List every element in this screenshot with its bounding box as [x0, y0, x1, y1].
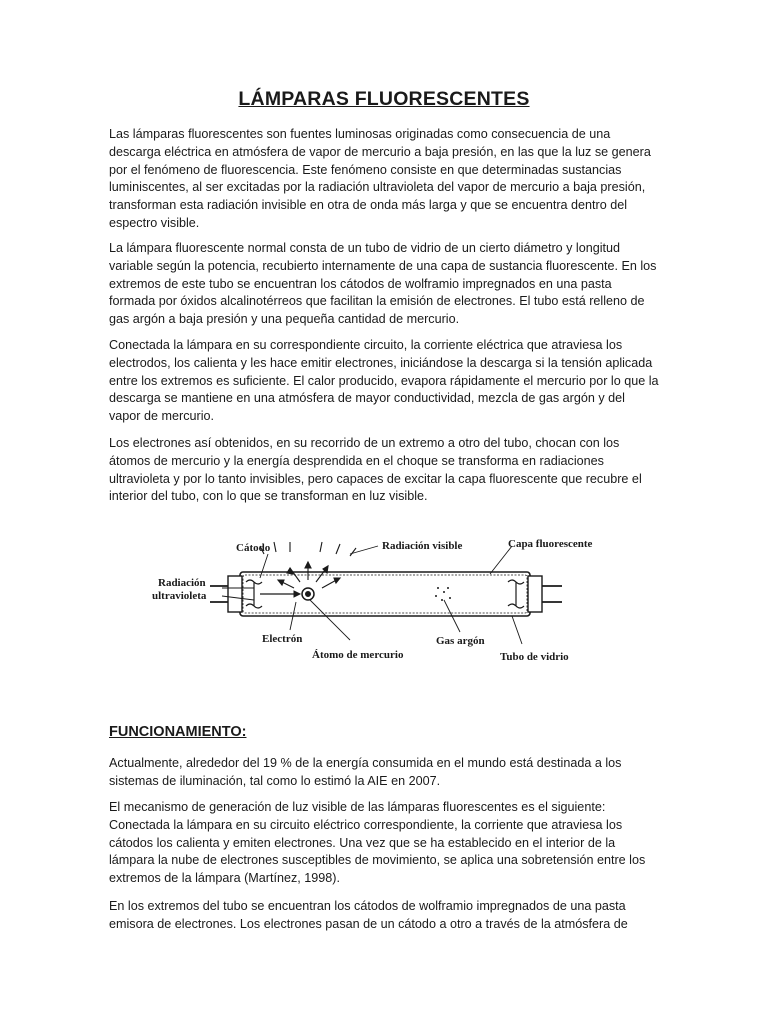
label-electron: Electrón — [262, 633, 303, 645]
label-leader-lines — [222, 546, 522, 644]
paragraph-composition: La lámpara fluorescente normal consta de un tubo de vidrio de un cierto diámetro y longitud variable según la potencia, recubierto internamente de una capa de sustancia fluorescente. En los extremos de este tubo se encuentran los cátodos de wolframio impregnados en una pasta formada por óxidos alcalinotérreos que facilitan la emisión de electrones. El tubo está relleno de gas argón a baja presión y una pequeña cantidad de mercurio. — [109, 241, 657, 327]
label-radiacion: Radiación — [158, 577, 206, 589]
paragraph-intro: Las lámparas fluorescentes son fuentes luminosas originadas como consecuencia de una descarga eléctrica en atmósfera de vapor de mercurio a baja presión, en las que la luz se genera por el fenómeno de fluorescencia. Este fenómeno consiste en que determinadas sustancias luminiscentes, al ser excitadas por la radiación ultravioleta del vapor de mercurio a baja presión, transforman esta radiación invisible en otra de onda más larga y que se encuentra dentro del espectro visible. — [109, 127, 651, 230]
label-gas-argon: Gas argón — [436, 635, 485, 647]
label-radiacion-visible: Radiación visible — [382, 540, 463, 552]
label-catodo: Cátodo — [236, 542, 271, 554]
paragraph-electrons: Los electrones así obtenidos, en su recorrido de un extremo a otro del tubo, chocan con los átomos de mercurio y la energía desprendida en el choque se transforma en radiaciones ultravioleta y por lo tanto invisibles, pero capaces de excitar la capa fluorescente que recubre el interior del tubo, con lo que se transforman en luz visible. — [109, 436, 642, 504]
radiation-rays — [260, 542, 356, 588]
paragraph-operation: Conectada la lámpara en su correspondiente circuito, la corriente eléctrica que atraviesa los electrodos, los calienta y les hace emitir electrones, iniciándose la descarga si la tensión aplicada entre los extremos es suficiente. El calor producido, evapora rápidamente el mercurio por lo que la descarga se mantiene en una atmósfera de mayor conductividad, mezcla de gas argón y del vapor de mercurio. — [109, 338, 659, 424]
paragraph-mechanism: El mecanismo de generación de luz visible de las lámparas fluorescentes es el siguiente: Conectada la lámpara en su circuito eléctrico correspondiente, la corriente que atraviesa los cátodos los calienta y emiten electrones. Una vez que se ha establecido en el interior de la lámpara la nube de electrones susceptibles de movimiento, se aplica una sobretensión entre los extremos de la lámpara (Martínez, 1998). — [109, 800, 646, 886]
label-ultravioleta: ultravioleta — [152, 590, 207, 602]
mercury-atom — [260, 588, 314, 600]
argon-gas-dots — [435, 587, 451, 601]
label-atomo-mercurio: Átomo de mercurio — [312, 649, 404, 661]
paragraph-cathodes: En los extremos del tubo se encuentran los cátodos de wolframio impregnados de una pasta emisora de electrones. Los electrones pasan de un cátodo a otro a través de la atmósfera de — [109, 899, 628, 931]
label-tubo-vidrio: Tubo de vidrio — [500, 651, 569, 663]
fluorescent-tube-diagram — [150, 532, 620, 670]
document-title: LÁMPARAS FLUORESCENTES — [238, 88, 530, 110]
paragraph-consumption: Actualmente, alrededor del 19 % de la energía consumida en el mundo está destinada a los sistemas de iluminación, tal como lo estimó la AIE en 2007. — [109, 756, 622, 788]
label-capa-fluorescente: Capa fluorescente — [508, 538, 593, 550]
section-heading: FUNCIONAMIENTO: — [109, 724, 247, 740]
